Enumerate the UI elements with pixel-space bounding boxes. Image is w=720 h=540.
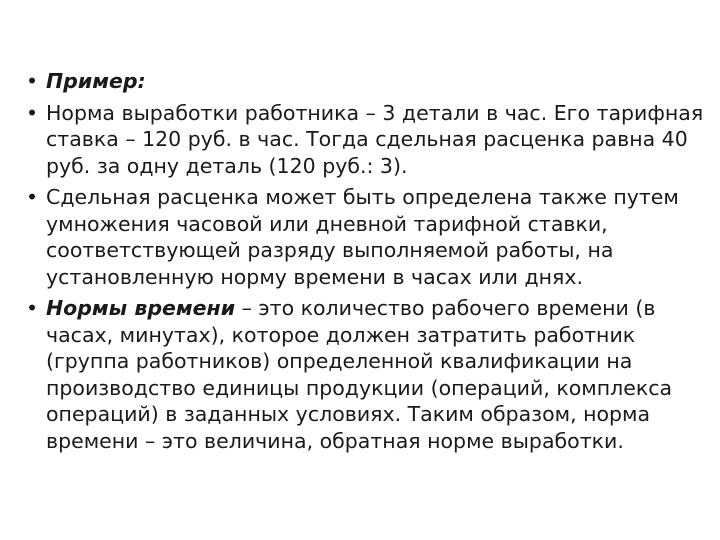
piece-rate-text: Сдельная расценка может быть определена также путем умножения часовой или дневной тарифной ставки, соответствующей разряду выполняемой работы, на установленную норму времени в часах или днях. (46, 185, 679, 289)
bullet-item-example-heading (26, 68, 706, 95)
bullet-item-time-norms (26, 295, 706, 454)
bullet-dot: • (26, 296, 39, 320)
time-norms-term: Нормы времени (46, 296, 236, 320)
bullet-item-piece-rate (26, 184, 706, 290)
bullet-dot: • (26, 100, 39, 125)
bullet-dot: • (26, 185, 39, 209)
output-norm-text: Норма выработки работника – 3 детали в час. Его тарифная ставка – 120 руб. в час. Тогда сдельная расценка равна 40 руб. за одну деталь (120 руб.: 3). (46, 100, 704, 178)
bullet-list (26, 68, 706, 459)
bullet-dot: • (26, 69, 39, 93)
time-norms-text: – это количество рабочего времени (в часах, минутах), которое должен затратить работник (группа работников) определенной квалификации на производство единицы продукции (операций, комплекса операций) в заданных условиях. Таким образом, норма времени – это величина, обратная норме выработки. (46, 296, 673, 453)
example-heading: Пример: (46, 69, 146, 93)
bullet-item-output-norm (26, 100, 706, 180)
